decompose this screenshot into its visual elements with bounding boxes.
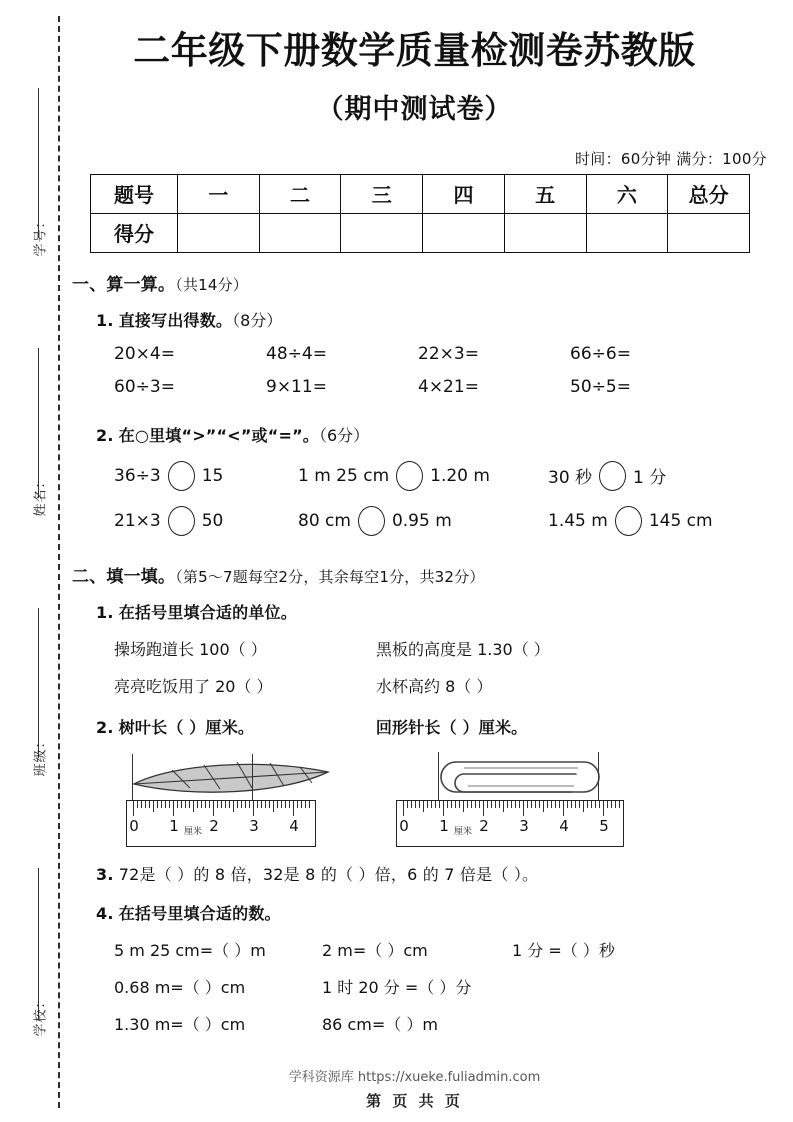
question-2-3-title[interactable]: 72是（ ）的 8 倍，32是 8 的（ ）倍，6 的 7 倍是（ ）。 xyxy=(118,864,539,884)
question-2-1-title: 在括号里填合适的单位。 xyxy=(118,602,297,622)
arith-item[interactable]: 4×21= xyxy=(418,376,479,397)
conversion-row-2 xyxy=(114,975,793,998)
arithmetic-row-1 xyxy=(114,344,793,364)
compare-item xyxy=(114,461,298,491)
question-2-1 xyxy=(96,600,793,623)
compare-right: 0.95 m xyxy=(391,510,452,531)
exam-page xyxy=(62,0,793,1122)
compare-row-1 xyxy=(114,461,793,491)
ruler-label: 2 xyxy=(479,816,489,835)
page-subtitle: （期中测试卷） xyxy=(316,93,513,125)
compare-left: 36÷3 xyxy=(114,465,161,486)
question-2-4-number: 4. xyxy=(96,903,114,923)
conversion-item[interactable]: 5 m 25 cm=（ ）m xyxy=(114,940,266,960)
ruler-unit-mark: 厘米 xyxy=(183,826,203,837)
page-title: 二年级下册数学质量检测卷苏教版 xyxy=(133,29,696,72)
question-1-2-title: 在○里填“>”“<”或“=”。 xyxy=(118,425,319,445)
section-1-title: 一、算一算。 xyxy=(72,274,176,295)
question-2-4-title: 在括号里填合适的数。 xyxy=(118,903,281,923)
compare-left: 1.45 m xyxy=(548,510,608,531)
compare-answer-circle[interactable] xyxy=(615,506,642,536)
paperclip-ruler xyxy=(388,746,638,846)
unit-row-1 xyxy=(114,637,793,660)
footer-page-label: 第 页 共 页 xyxy=(366,1092,463,1110)
arith-item[interactable]: 50÷5= xyxy=(570,376,631,397)
ruler-label: 4 xyxy=(559,816,569,835)
conversion-item[interactable]: 1.30 m=（ ）cm xyxy=(114,1014,246,1034)
leaf-guide-end xyxy=(252,754,253,802)
unit-item[interactable]: 水杯高约 8（ ） xyxy=(376,676,493,696)
score-cell-2[interactable] xyxy=(341,213,423,252)
compare-left: 80 cm xyxy=(298,510,351,531)
sealing-column xyxy=(0,0,62,1122)
score-table-col-5: 六 xyxy=(586,174,668,213)
conversion-item[interactable]: 0.68 m=（ ）cm xyxy=(114,977,246,997)
compare-answer-circle[interactable] xyxy=(396,461,423,491)
section-2-title: 二、填一填。 xyxy=(72,566,176,587)
question-2-2 xyxy=(96,715,793,738)
clip-guide-start xyxy=(438,752,439,802)
arith-item[interactable]: 60÷3= xyxy=(114,376,175,397)
compare-answer-circle[interactable] xyxy=(168,506,195,536)
arith-item[interactable]: 22×3= xyxy=(418,343,479,364)
unit-item[interactable]: 亮亮吃饭用了 20（ ） xyxy=(114,676,273,696)
question-2-2-title-left[interactable]: 树叶长（ ）厘米。 xyxy=(118,717,255,737)
compare-left: 1 m 25 cm xyxy=(298,465,390,486)
ruler-figures xyxy=(114,746,793,846)
conversion-row-3 xyxy=(114,1012,793,1035)
conversion-item[interactable]: 1 时 20 分 =（ ）分 xyxy=(322,977,472,997)
sidebar-label-student-name: 姓名： xyxy=(33,474,49,517)
score-cell-4[interactable] xyxy=(504,213,586,252)
score-cell-1[interactable] xyxy=(259,213,341,252)
table-row xyxy=(91,174,750,213)
score-cell-6[interactable] xyxy=(668,213,750,252)
unit-row-2 xyxy=(114,674,793,697)
ruler-label: 2 xyxy=(209,816,219,835)
table-row xyxy=(91,213,750,252)
sidebar-label-school: 学校： xyxy=(33,994,49,1037)
conversion-item[interactable]: 86 cm=（ ）m xyxy=(322,1014,438,1034)
section-heading-2 xyxy=(72,562,793,587)
score-table-row-header-0: 题号 xyxy=(91,174,178,213)
question-2-3 xyxy=(96,862,793,885)
compare-item xyxy=(114,506,298,536)
score-table-col-0: 一 xyxy=(178,174,260,213)
compare-item xyxy=(548,461,666,491)
compare-right: 145 cm xyxy=(648,510,713,531)
score-table-col-4: 五 xyxy=(504,174,586,213)
question-1-1-title: 直接写出得数。 xyxy=(118,310,233,330)
score-cell-0[interactable] xyxy=(178,213,260,252)
compare-item xyxy=(298,461,548,491)
arith-item[interactable]: 9×11= xyxy=(266,376,327,397)
question-1-1-number: 1. xyxy=(96,310,114,330)
question-2-3-number: 3. xyxy=(96,864,114,884)
paperclip-icon xyxy=(438,756,600,800)
arithmetic-row-2 xyxy=(114,377,793,397)
question-1-2-points: （6分） xyxy=(319,425,370,445)
compare-item xyxy=(298,506,548,536)
compare-right: 1.20 m xyxy=(430,465,490,486)
question-1-1 xyxy=(96,308,793,331)
footer-source: 学科资源库 https://xueke.fuliadmin.com xyxy=(288,1070,541,1085)
score-table-col-3: 四 xyxy=(423,174,505,213)
sidebar-label-student-id: 学号： xyxy=(33,214,49,257)
section-heading-1 xyxy=(72,270,793,295)
question-2-2-title-right[interactable]: 回形针长（ ）厘米。 xyxy=(375,717,528,737)
score-table xyxy=(90,174,750,253)
compare-item xyxy=(548,506,713,536)
unit-item[interactable]: 操场跑道长 100（ ） xyxy=(114,639,267,659)
score-table-col-2: 三 xyxy=(341,174,423,213)
section-2-points: （第5～7题每空2分，其余每空1分，共32分） xyxy=(175,567,485,586)
compare-answer-circle[interactable] xyxy=(599,461,626,491)
score-cell-5[interactable] xyxy=(586,213,668,252)
compare-left: 30 秒 xyxy=(548,468,593,489)
ruler-unit-mark: 厘米 xyxy=(453,826,473,837)
paperclip-ruler-body xyxy=(396,800,624,847)
compare-right: 15 xyxy=(201,465,224,486)
question-2-1-number: 1. xyxy=(96,602,114,622)
sidebar-label-class: 班级： xyxy=(33,734,49,777)
arith-item[interactable]: 20×4= xyxy=(114,343,175,364)
score-table-col-1: 二 xyxy=(259,174,341,213)
score-table-row-header-1: 得分 xyxy=(91,213,178,252)
clip-guide-end xyxy=(598,752,599,802)
exam-meta: 时间：60分钟 满分：100分 xyxy=(575,149,767,168)
question-1-2-number: 2. xyxy=(96,425,114,445)
compare-answer-circle[interactable] xyxy=(358,506,385,536)
score-cell-3[interactable] xyxy=(423,213,505,252)
seal-dashed-line xyxy=(58,16,60,1108)
section-1-points: （共14分） xyxy=(175,275,248,294)
ruler-label: 3 xyxy=(249,816,259,835)
conversion-row-1 xyxy=(114,938,793,961)
leaf-guide-start xyxy=(132,754,133,802)
compare-row-2 xyxy=(114,506,793,536)
ruler-label: 4 xyxy=(289,816,299,835)
compare-right: 1 分 xyxy=(633,468,667,489)
arith-item[interactable]: 48÷4= xyxy=(266,343,327,364)
conversion-item[interactable]: 1 分 =（ ）秒 xyxy=(512,940,615,960)
leaf-ruler xyxy=(114,746,374,846)
compare-left: 21×3 xyxy=(114,510,161,531)
ruler-label: 5 xyxy=(599,816,609,835)
score-table-col-6: 总分 xyxy=(668,174,750,213)
question-2-4 xyxy=(96,901,793,924)
ruler-label: 0 xyxy=(399,816,409,835)
conversion-item[interactable]: 2 m=（ ）cm xyxy=(322,940,428,960)
ruler-label: 1 xyxy=(439,816,449,835)
compare-right: 50 xyxy=(201,510,224,531)
ruler-label: 1 xyxy=(169,816,179,835)
ruler-label: 0 xyxy=(129,816,139,835)
leaf-ruler-body xyxy=(126,800,316,847)
ruler-label: 3 xyxy=(519,816,529,835)
question-1-2 xyxy=(96,423,793,446)
arith-item[interactable]: 66÷6= xyxy=(570,343,631,364)
question-2-2-number: 2. xyxy=(96,717,114,737)
question-1-1-points: （8分） xyxy=(232,310,283,330)
leaf-icon xyxy=(132,758,332,798)
compare-answer-circle[interactable] xyxy=(168,461,195,491)
unit-item[interactable]: 黑板的高度是 1.30（ ） xyxy=(376,639,550,659)
